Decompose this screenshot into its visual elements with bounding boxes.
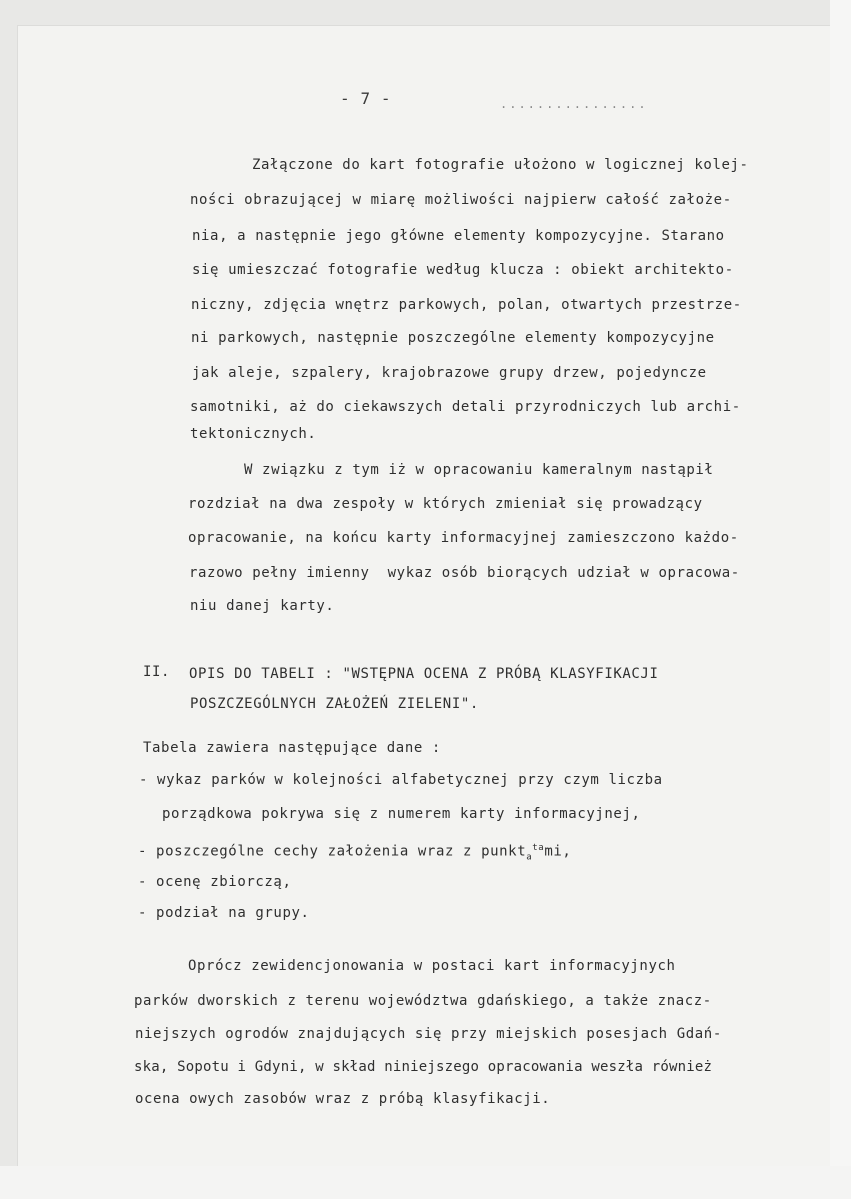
paragraph-1-line-3: nia, a następnie jego główne elementy kompozycyjne. Starano bbox=[192, 228, 725, 244]
paragraph-1-line-9: tektonicznych. bbox=[190, 426, 317, 442]
paragraph-1-line-5: niczny, zdjęcia wnętrz parkowych, polan, otwartych przestrze- bbox=[191, 297, 742, 313]
list-item-2-subscript: a bbox=[526, 852, 533, 863]
paragraph-3-line-4: ska, Sopotu i Gdyni, w skład niniejszego opracowania weszła również bbox=[134, 1059, 713, 1075]
paragraph-2-line-1: W związku z tym iż w opracowaniu kameralnym nastąpił bbox=[244, 462, 714, 478]
paragraph-2-line-3: opracowanie, na końcu karty informacyjnej zamieszczono każdo- bbox=[188, 530, 739, 546]
scan-right-margin bbox=[830, 0, 851, 1199]
paragraph-1-line-8: samotniki, aż do ciekawszych detali przyrodniczych lub archi- bbox=[190, 399, 741, 415]
list-item-4: - podział na grupy. bbox=[138, 905, 310, 921]
section-title-line-1: OPIS DO TABELI : "WSTĘPNA OCENA Z PRÓBĄ KLASYFIKACJI bbox=[189, 666, 659, 682]
list-item-1-line-1: - wykaz parków w kolejności alfabetycznej przy czym liczba bbox=[139, 772, 663, 788]
table-intro: Tabela zawiera następujące dane : bbox=[143, 740, 441, 756]
paragraph-1-line-4: się umieszczać fotografie według klucza : obiekt architekto- bbox=[192, 262, 734, 278]
section-title-line-2: POSZCZEGÓLNYCH ZAŁOŻEŃ ZIELENI". bbox=[190, 696, 479, 712]
paragraph-1-line-2: ności obrazującej w miarę możliwości najpierw całość założe- bbox=[190, 192, 732, 208]
page-number: - 7 - bbox=[340, 89, 392, 108]
paragraph-1-line-1: Załączone do kart fotografie ułożono w logicznej kolej- bbox=[252, 157, 749, 173]
paragraph-3-line-3: niejszych ogrodów znajdujących się przy miejskich posesjach Gdań- bbox=[135, 1026, 722, 1042]
paragraph-1-line-7: jak aleje, szpalery, krajobrazowe grupy drzew, pojedyncze bbox=[192, 365, 707, 381]
list-item-2-suffix: mi, bbox=[544, 843, 572, 860]
paragraph-3-line-2: parków dworskich z terenu województwa gdańskiego, a także znacz- bbox=[134, 993, 712, 1009]
list-item-3: - ocenę zbiorczą, bbox=[138, 874, 292, 890]
paragraph-3-line-1: Oprócz zewidencjonowania w postaci kart informacyjnych bbox=[188, 958, 676, 974]
scan-bottom-margin bbox=[0, 1166, 851, 1199]
paragraph-2-line-5: niu danej karty. bbox=[190, 598, 335, 614]
list-item-2-prefix: - poszczególne cechy założenia wraz z punkt bbox=[138, 843, 527, 860]
faint-header-trace: ................ bbox=[500, 97, 648, 111]
paragraph-3-line-5: ocena owych zasobów wraz z próbą klasyfikacji. bbox=[135, 1091, 551, 1107]
section-number: II. bbox=[143, 664, 171, 680]
paragraph-1-line-6: ni parkowych, następnie poszczególne elementy kompozycyjne bbox=[191, 330, 715, 346]
paragraph-2-line-4: razowo pełny imienny wykaz osób biorących udział w opracowa- bbox=[189, 565, 740, 581]
paragraph-2-line-2: rozdział na dwa zespoły w których zmieniał się prowadzący bbox=[188, 496, 703, 512]
list-item-1-line-2: porządkowa pokrywa się z numerem karty informacyjnej, bbox=[162, 806, 641, 822]
list-item-2-superscript: ta bbox=[532, 843, 545, 853]
list-item-2 bbox=[138, 840, 571, 866]
